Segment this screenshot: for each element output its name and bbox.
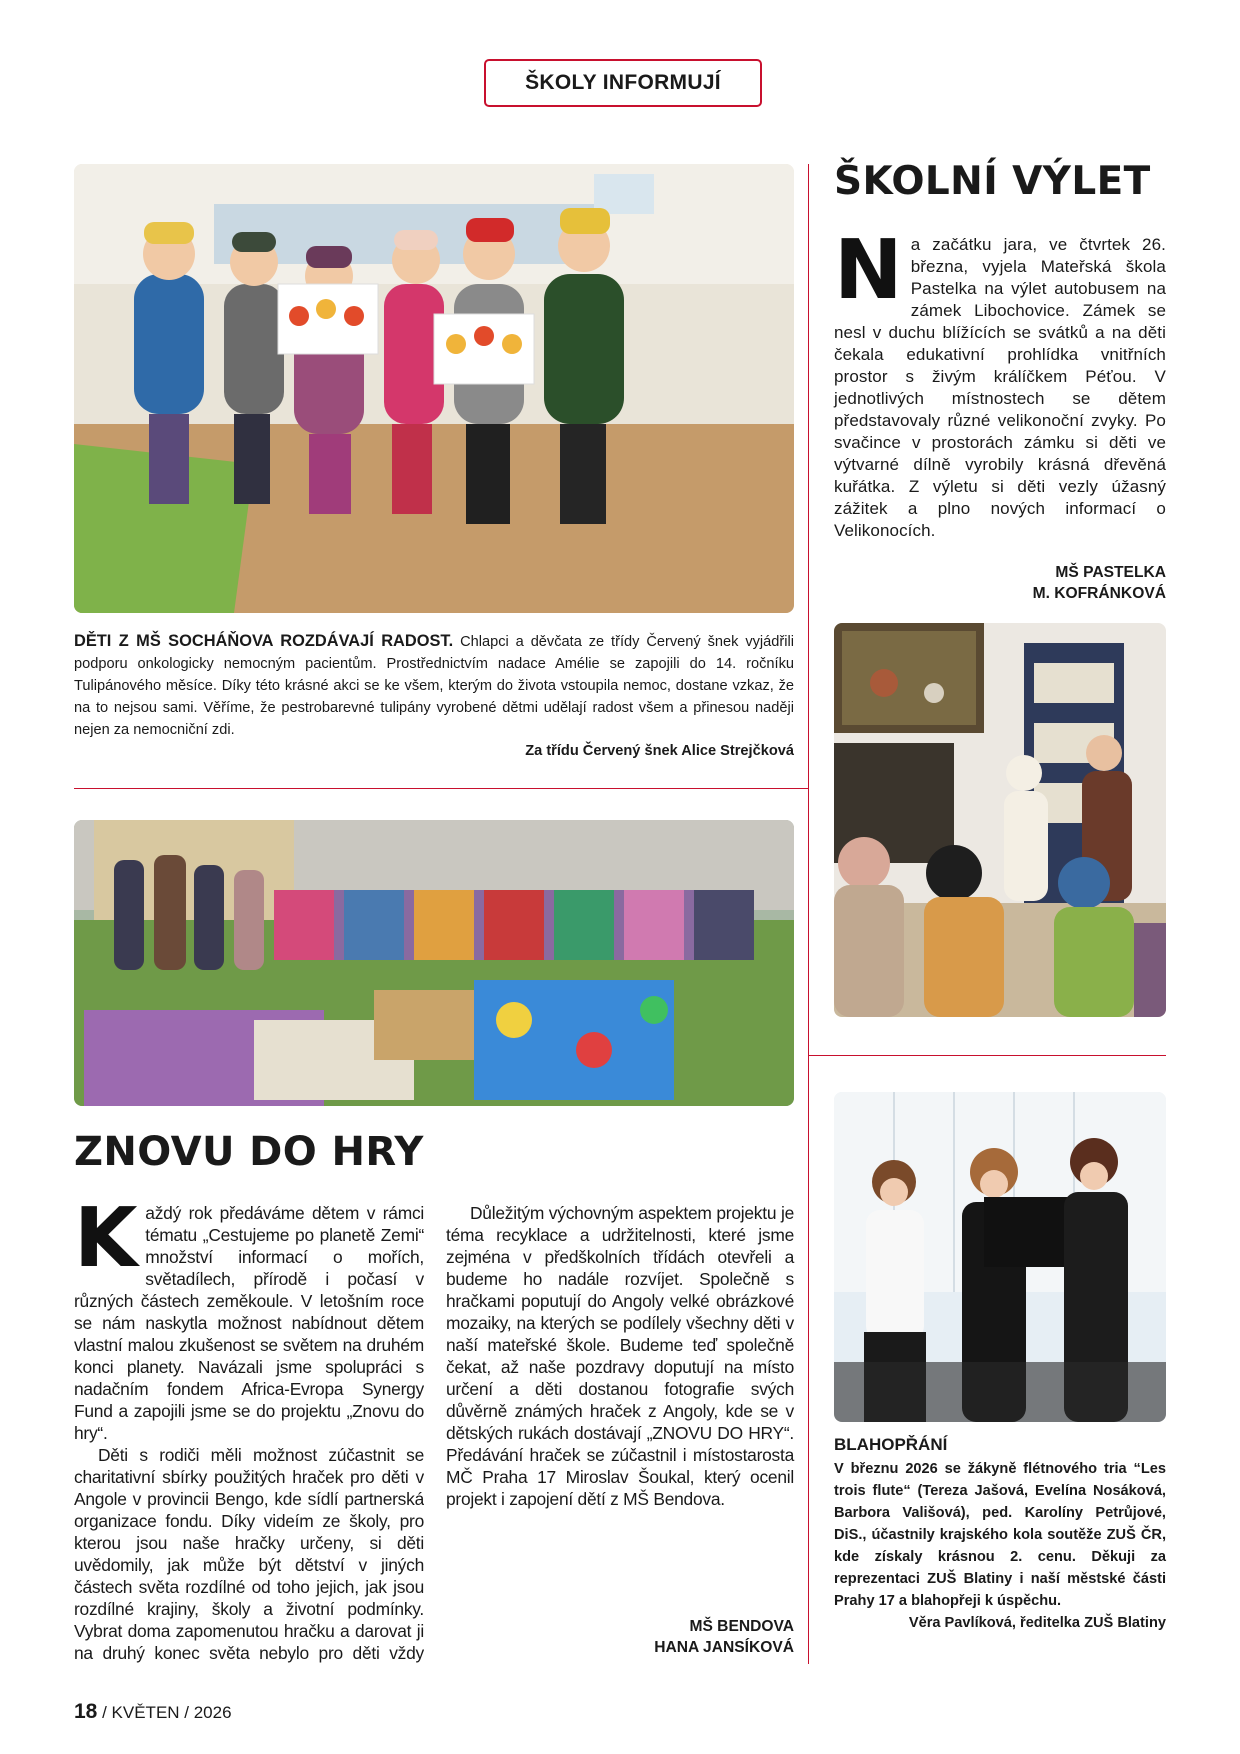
issue-label: / KVĚTEN / 2026 [102, 1703, 232, 1722]
caption-headline: DĚTI Z MŠ SOCHÁŇOVA ROZDÁVAJÍ RADOST. [74, 632, 454, 650]
page-footer [74, 1700, 232, 1724]
congratulation-box [834, 1434, 1166, 1634]
article-side-sig-school: MŠ PASTELKA [1055, 564, 1166, 581]
article-side-signature [834, 562, 1166, 604]
award-place: 2. cenu. [1010, 1549, 1076, 1565]
photo-toy-collection [74, 820, 794, 1106]
congratulation-signature: Věra Pavlíková, ředitelka ZUŠ Blatiny [908, 1615, 1166, 1631]
article-main-p3: Důležitým výchovným aspektem projektu je téma recyklace a udržitelnosti, které jsme zejména v předškolních třídách otevřeli a budeme ho nadále rozvíjet. Společně s hračkami poputují do Angoly velké obrázkové mozaiky, na kterých se podílely všechny děti v naší mateřské škole. Budeme teď společně čekat, až naše pozdravy doputují na místo určení a děti dostanou fotografie svých důvěrně známých hraček z Angoly, kde se v dětských rukách dostávají „ZNOVU DO HRY“. Předávání hraček se zúčastnil i místostarosta MČ Praha 17 Miroslav Šoukal, který ocenil projekt i zapojení dětí z MŠ Bendova. [446, 1203, 794, 1509]
article-main-sig-author: HANA JANSÍKOVÁ [654, 1639, 794, 1656]
congratulation-text-part3: Děkuji za reprezentaci ZUŠ Blatiny i naší městské části Prahy 17 a blahopřeji k úspěchu. [834, 1549, 1166, 1609]
congratulation-text-part2: ped. Karolíny Petrůjové, DiS., účastnily krajského kola soutěže ZUŠ ČR, kde získaly krásnou [834, 1505, 1166, 1565]
photo-flute-trio [834, 1092, 1166, 1422]
article-title-side: ŠKOLNÍ VÝLET [834, 159, 1151, 204]
article-side-dropcap: N [834, 223, 903, 318]
photo-children-tulips [74, 164, 794, 613]
article-main-col2 [446, 1202, 794, 1510]
photo-caption [74, 630, 794, 741]
article-main-col1 [74, 1202, 424, 1664]
divider-right [808, 1055, 1166, 1056]
section-label: ŠKOLY INFORMUJÍ [484, 59, 762, 107]
congratulation-text [834, 1458, 1166, 1612]
caption-text: Chlapci a děvčata ze třídy Červený šnek vyjádřili podporu onkologicky nemocným pacientům. Prostřednictvím nadace Amélie se zapojili do 14. ročníku Tulipánového měsíce. Díky této krásné akci se ke všem, kterým do života vstoupila nemoc, dostane vzkaz, že na to nejsou sami. Věříme, že pestrobarevné tulipány vyrobené dětmi udělají radost všem a přinesou naději nejen za nemocniční zdi. [74, 634, 794, 738]
photo-castle-visit [834, 623, 1166, 1017]
column-divider [808, 164, 809, 1664]
article-main-p2: Děti s rodiči měli možnost zúčastnit se charitativní sbírky použitých hraček pro děti v Angole v provincii Bengo, kde sídlí partnerská organizace fondu. Díky videím ze školy, pro kterou jsou naše hračky určeny, si děti uvědomily, jak může být dětství v jiných částech světa rozdílné od toho jejich, jak jsou rozdílné krajiny, školy a životní podmínky. Vybrat doma zapomenutou hračku a darovat ji na druhý konec světa nebylo pro děti vždy [74, 1445, 424, 1663]
article-side-paragraph: a začátku jara, ve čtvrtek 26. března, vyjela Mateřská škola Pastelka na výlet autobusem na zámek Libochovice. Zámek se nesl v duchu blížících se svátků a na děti čekala edukativní prohlídka vnitřních prostor s živým králíčkem Péťou. V jednotlivých místnostech se dětem představovaly různé velikonoční zvyky. Po svačince v prostorách zámku si děti ve výtvarné dílně vyrobily krásná dřevěná kuřátka. Z výletu si děti vezly úžasný zážitek a plno nových informací o Velikonocích. [834, 235, 1166, 540]
page-number: 18 [74, 1700, 98, 1723]
congratulation-title: BLAHOPŘÁNÍ [834, 1435, 948, 1454]
article-main-sig-school: MŠ BENDOVA [689, 1618, 794, 1635]
article-title-main: ZNOVU DO HRY [74, 1129, 424, 1175]
article-main-signature [446, 1616, 794, 1658]
caption-signature: Za třídu Červený šnek Alice Strejčková [525, 743, 794, 759]
article-main-p1: aždý rok předáváme dětem v rámci tématu „Cestujeme po planetě Zemi“ množství informací o mořích, světadílech, přírodě i počasí v různých částech zeměkoule. V letošním roce se nám naskytla možnost nabídnout dětem vlastní malou zkušenost se světem na druhém konci planety. Navázali jsme spolupráci s nadačním fondem Africa-Evropa Synergy Fund a zapojili jsme se do projektu „Znovu do hry“. [74, 1203, 424, 1443]
article-main-dropcap: K [74, 1202, 138, 1286]
article-side-text [834, 223, 1166, 542]
congratulation-text-part1: V březnu 2026 se žákyně flétnového tria [834, 1461, 1134, 1477]
trio-name: “Les trois flute“ (Tereza Jašová, Evelína Nosáková, Barbora Vališová), [834, 1461, 1166, 1521]
article-side-sig-author: M. KOFRÁNKOVÁ [1032, 585, 1166, 602]
divider-left [74, 788, 808, 789]
